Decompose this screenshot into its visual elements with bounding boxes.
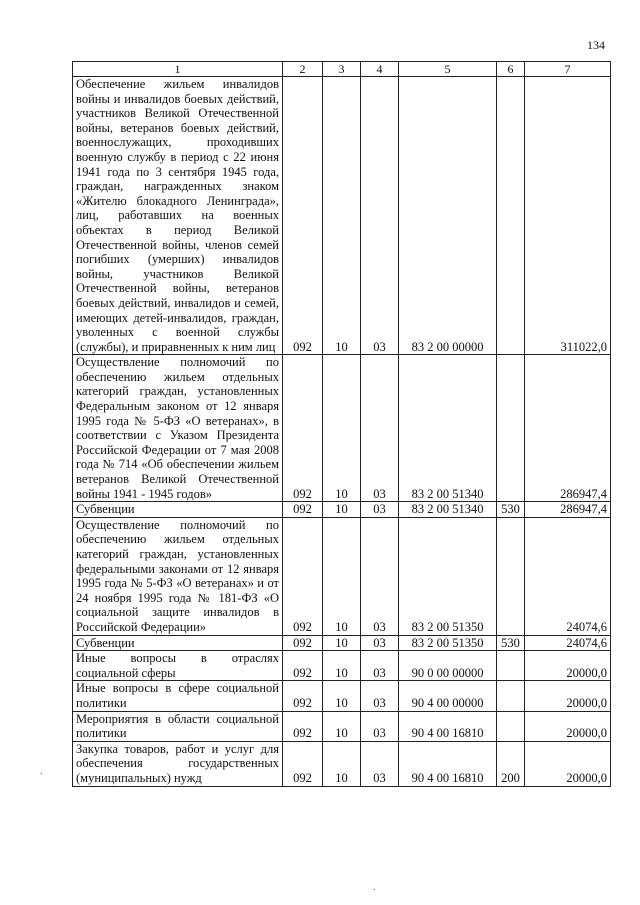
section-code: 10 — [323, 77, 361, 355]
amount: 24074,6 — [525, 517, 611, 635]
amount: 20000,0 — [525, 741, 611, 786]
target-article-code: 83 2 00 51350 — [399, 517, 497, 635]
section-code: 10 — [323, 651, 361, 681]
target-article-code: 90 0 00 00000 — [399, 651, 497, 681]
target-article-code: 90 4 00 00000 — [399, 681, 497, 711]
table-row — [73, 517, 611, 635]
amount: 286947,4 — [525, 502, 611, 518]
item-name: Иные вопросы в отраслях социальной сферы — [73, 651, 283, 681]
expense-type-code — [497, 651, 525, 681]
target-article-code: 83 2 00 51350 — [399, 635, 497, 651]
table-row — [73, 355, 611, 502]
table-row — [73, 681, 611, 711]
scan-speck: . — [40, 766, 43, 777]
item-name: Обеспечение жильем инвалидов войны и инвалидов боевых действий, участников Великой Отечественной войны, ветеранов боевых действий, военнослужащих, проходивших военную службу в период с 22 июня 1941 года по 3 сентября 1945 года, граждан, награжденных знаком «Жителю блокадного Ленинграда», лиц, работавших на военных объектах в период Великой Отечественной войны, членов семей погибших (умерших) инвалидов войны, участников Великой Отечественной войны, ветеранов боевых действий, инвалидов и семей, имеющих детей-инвалидов, граждан, уволенных с военной службы (службы), и приравненных к ним лиц — [73, 77, 283, 355]
subsection-code: 03 — [361, 711, 399, 741]
item-name: Мероприятия в области социальной политики — [73, 711, 283, 741]
header-cell: 1 — [73, 62, 283, 77]
header-cell: 5 — [399, 62, 497, 77]
amount: 20000,0 — [525, 711, 611, 741]
table-row — [73, 651, 611, 681]
page-number: 134 — [587, 38, 605, 52]
header-row — [73, 62, 611, 77]
expense-type-code: 530 — [497, 502, 525, 518]
subsection-code: 03 — [361, 651, 399, 681]
grbs-code: 092 — [283, 77, 323, 355]
item-name: Осуществление полномочий по обеспечению жильем отдельных категорий граждан, установленных Федеральным законом от 12 января 1995 года № 5-ФЗ «О ветеранах», в соответствии с Указом Президента Российской Федерации от 7 мая 2008 года № 714 «Об обеспечении жильем ветеранов Великой Отечественной войны 1941 - 1945 годов» — [73, 355, 283, 502]
grbs-code: 092 — [283, 502, 323, 518]
table-row — [73, 77, 611, 355]
section-code: 10 — [323, 502, 361, 518]
grbs-code: 092 — [283, 741, 323, 786]
grbs-code: 092 — [283, 517, 323, 635]
section-code: 10 — [323, 517, 361, 635]
amount: 286947,4 — [525, 355, 611, 502]
item-name: Субвенции — [73, 635, 283, 651]
target-article-code: 90 4 00 16810 — [399, 711, 497, 741]
subsection-code: 03 — [361, 77, 399, 355]
expense-type-code — [497, 77, 525, 355]
grbs-code: 092 — [283, 681, 323, 711]
subsection-code: 03 — [361, 355, 399, 502]
expense-type-code — [497, 711, 525, 741]
section-code: 10 — [323, 355, 361, 502]
subsection-code: 03 — [361, 635, 399, 651]
subsection-code: 03 — [361, 741, 399, 786]
grbs-code: 092 — [283, 635, 323, 651]
grbs-code: 092 — [283, 355, 323, 502]
table-row — [73, 635, 611, 651]
scan-speck: . — [373, 882, 376, 893]
target-article-code: 83 2 00 51340 — [399, 502, 497, 518]
grbs-code: 092 — [283, 711, 323, 741]
expense-type-code: 200 — [497, 741, 525, 786]
amount: 20000,0 — [525, 681, 611, 711]
expense-type-code — [497, 355, 525, 502]
target-article-code: 83 2 00 51340 — [399, 355, 497, 502]
subsection-code: 03 — [361, 681, 399, 711]
expense-type-code — [497, 517, 525, 635]
expense-type-code: 530 — [497, 635, 525, 651]
section-code: 10 — [323, 741, 361, 786]
subsection-code: 03 — [361, 502, 399, 518]
amount: 20000,0 — [525, 651, 611, 681]
amount: 311022,0 — [525, 77, 611, 355]
header-cell: 4 — [361, 62, 399, 77]
target-article-code: 90 4 00 16810 — [399, 741, 497, 786]
item-name: Осуществление полномочий по обеспечению жильем отдельных категорий граждан, установленных федеральными законами от 12 января 1995 года № 5-ФЗ «О ветеранах» и от 24 ноября 1995 года № 181-ФЗ «О социальной защите инвалидов в Российской Федерации» — [73, 517, 283, 635]
header-cell: 3 — [323, 62, 361, 77]
header-cell: 2 — [283, 62, 323, 77]
budget-table — [72, 61, 611, 787]
table-row — [73, 741, 611, 786]
grbs-code: 092 — [283, 651, 323, 681]
item-name: Субвенции — [73, 502, 283, 518]
target-article-code: 83 2 00 00000 — [399, 77, 497, 355]
expense-type-code — [497, 681, 525, 711]
section-code: 10 — [323, 711, 361, 741]
table-row — [73, 502, 611, 518]
amount: 24074,6 — [525, 635, 611, 651]
item-name: Иные вопросы в сфере социальной политики — [73, 681, 283, 711]
header-cell: 6 — [497, 62, 525, 77]
table-row — [73, 711, 611, 741]
section-code: 10 — [323, 681, 361, 711]
header-cell: 7 — [525, 62, 611, 77]
section-code: 10 — [323, 635, 361, 651]
item-name: Закупка товаров, работ и услуг для обеспечения государственных (муниципальных) нужд — [73, 741, 283, 786]
subsection-code: 03 — [361, 517, 399, 635]
